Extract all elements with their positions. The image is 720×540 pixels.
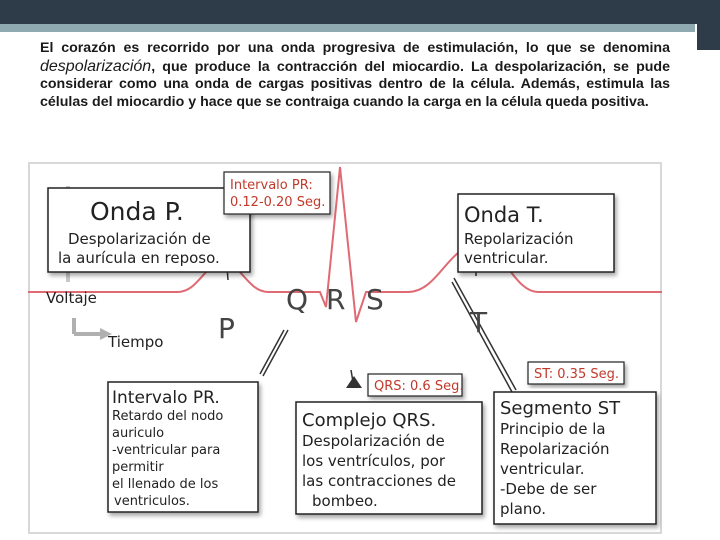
intervalo-pr-line: el llenado de los [112,477,219,492]
qrs-tag: QRS: 0.6 Seg. [374,379,464,394]
box-intervalo-pr [108,382,258,512]
intervalo-pr-line: ventriculos. [114,494,190,509]
complejo-qrs-line: los ventrículos, por [302,452,446,470]
box-complejo-qrs [296,402,482,514]
wave-label-p: P [218,312,235,345]
intervalo-pr-line: permitir [112,460,164,475]
onda-p-line1: Despolarización de [68,230,211,248]
onda-t-line2: ventricular. [464,249,549,267]
wave-label-r: R [326,283,346,316]
box-onda-t [458,194,614,272]
wave-label-q: Q [286,283,309,316]
box-onda-p [48,188,250,272]
ecg-diagram [28,162,662,534]
complejo-qrs-line: las contracciones de [302,472,457,490]
wave-label-s: S [366,283,384,316]
intervalo-pr-line: auriculo [112,426,165,441]
x-axis-label: Tiempo [108,333,164,351]
complejo-qrs-title: Complejo QRS. [302,410,437,431]
intervalo-pr-line: Retardo del nodo [112,409,224,424]
slide-corner-block [697,0,720,50]
pr-interval-tag-line2: 0.12-0.20 Seg. [230,195,326,210]
segmento-st-line: ventricular. [500,460,585,478]
st-tag: ST: 0.35 Seg. [534,367,619,382]
segmento-st-line: Repolarización [500,440,610,458]
wave-label-t: T [470,306,488,339]
complejo-qrs-line: Despolarización de [302,432,445,450]
tag-st [528,362,624,384]
pr-interval-tag-line1: Intervalo PR: [230,178,313,193]
ecg-figure [28,162,662,534]
slide-top-bar [0,0,720,24]
onda-p-line2: la aurícula en reposo. [58,249,220,267]
segmento-st-line: Principio de la [500,420,606,438]
tag-pr-interval [224,172,330,214]
paragraph-text-after: , que produce la contracción del miocardio. La despolarización, se pude considerar como una onda de cargas positivas dentro de la célula. Además, estimula las células del miocardio y hace que se contraiga cuando la carga en la célula queda positiva. [40,58,670,110]
onda-t-title: Onda T. [464,203,544,227]
y-axis-label: Voltaje [46,289,97,307]
onda-t-line1: Repolarización [464,230,574,248]
intervalo-pr-line: -ventricular para [112,443,221,458]
paragraph-emphasis: despolarización [40,57,152,75]
slide-accent-bar [0,24,695,32]
onda-p-title: Onda P. [90,197,184,226]
intervalo-pr-title: Intervalo PR. [112,388,220,408]
complejo-qrs-line: bombeo. [312,492,378,510]
body-paragraph [40,40,670,111]
segmento-st-title: Segmento ST [500,398,621,419]
tag-qrs [368,374,463,396]
paragraph-text-before: El corazón es recorrido por una onda progresiva de estimulación, lo que se denomina [40,40,670,56]
segmento-st-line: plano. [500,500,547,518]
segmento-st-line: -Debe de ser [500,480,597,498]
box-segmento-st [494,392,656,524]
